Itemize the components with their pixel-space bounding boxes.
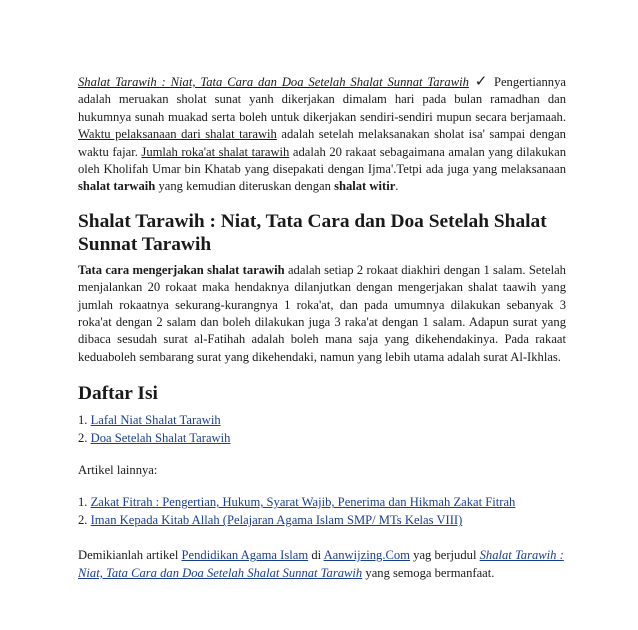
closing-text-1: Demikianlah artikel (78, 548, 179, 563)
related-link-iman-kitab[interactable]: Iman Kepada Kitab Allah (Pelajaran Agama Islam SMP/ MTs Kelas VIII) (90, 513, 463, 528)
closing-text-4: yang semoga bermanfaat. (365, 565, 495, 580)
checkmark-icon: ✓ (472, 74, 490, 90)
link-jumlah-rokaat[interactable]: Jumlah roka'at shalat tarawih (141, 144, 290, 159)
closing-paragraph (78, 547, 566, 582)
section-paragraph (78, 262, 566, 366)
closing-link-site[interactable]: Aanwijzing.Com (323, 548, 410, 563)
closing-link-article[interactable]: Shalat Tarawih : Niat, Tata Cara dan Doa Setelah Shalat Sunnat Tarawih (78, 548, 564, 580)
document-page (78, 74, 566, 582)
related-item (78, 511, 566, 529)
toc-link-doa-setelah[interactable]: Doa Setelah Shalat Tarawih (90, 431, 231, 446)
toc-item (78, 429, 566, 447)
intro-text-4: yang kemudian diteruskan dengan (158, 179, 331, 194)
intro-text: Pengertiannya adalah meruakan sholat sunat yanh dikerjakan dimalam hari pada bulan ramadhan dan hukumnya sunah muakad serta boleh untuk dikerjakan sendiri-sendiri mupun secara berjamaah. (78, 75, 566, 124)
intro-bold-shalat-witir: shalat witir (334, 179, 396, 194)
related-label: Artikel lainnya: (78, 463, 158, 478)
closing-text-3: yag berjudul (413, 548, 477, 563)
toc-item-number: 2. (78, 431, 88, 446)
closing-link-pendidikan[interactable]: Pendidikan Agama Islam (181, 548, 309, 563)
intro-paragraph (78, 74, 566, 196)
related-item-number: 1. (78, 495, 88, 510)
intro-bold-shalat-tarwaih: shalat tarwaih (78, 179, 156, 194)
section-heading: Shalat Tarawih : Niat, Tata Cara dan Doa Setelah Shalat Sunnat Tarawih (78, 210, 547, 255)
intro-text-2: adalah setelah melaksanakan sholat isa' sampai dengan waktu fajar. (78, 127, 566, 159)
toc-link-lafal-niat[interactable]: Lafal Niat Shalat Tarawih (90, 413, 221, 428)
closing-text-2: di (311, 548, 322, 563)
link-waktu-pelaksanaan[interactable]: Waktu pelaksanaan dari shalat tarawih (78, 127, 277, 142)
related-item-number: 2. (78, 513, 88, 528)
intro-text-3: adalah 20 rakaat sebagaimana amalan yang dilakukan oleh Kholifah Umar bin Khatab yang disepakati dengan Ijma'.Tetpi ada juga yang melaksanaan (78, 144, 566, 177)
section-text: adalah setiap 2 rokaat diakhiri dengan 1 salam. Setelah menjalankan 20 rokaat maka hendaknya dilanjutkan dengan mengerjakan shalat taawih yang jumlah rokaatnya sekurang-kurangnya 1 roka'at, dan pada umumnya dilakukan sebanyak 3 roka'at dengan 2 salam dan boleh dilakukan juga 3 raka'at dengan 1 salam. Adapun surat yang dibaca sesudah surat al-Fatihah adalah boleh mana saja yang dikehendakinya. Pada rakaat keduaboleh sembarang surat yang dikehendaki, namun yang lebih utama adalah surat Al-Ikhlas. (78, 262, 566, 364)
toc-list (78, 411, 566, 447)
section-bold-tata-cara: Tata cara mengerjakan (78, 262, 204, 277)
related-link-zakat-fitrah[interactable]: Zakat Fitrah : Pengertian, Hukum, Syarat Wajib, Penerima dan Hikmah Zakat Fitrah (90, 495, 516, 510)
intro-period: . (395, 179, 399, 194)
toc-item-number: 1. (78, 413, 88, 428)
toc-heading: Daftar Isi (78, 383, 158, 405)
intro-title-line: Shalat Tarawih : Niat, Tata Cara dan Doa Setelah Shalat Sunnat Tarawih (78, 75, 469, 89)
related-list (78, 493, 566, 529)
related-item (78, 493, 566, 511)
section-bold-shalat-tarawih: shalat tarawih (207, 262, 285, 277)
toc-item (78, 411, 566, 429)
